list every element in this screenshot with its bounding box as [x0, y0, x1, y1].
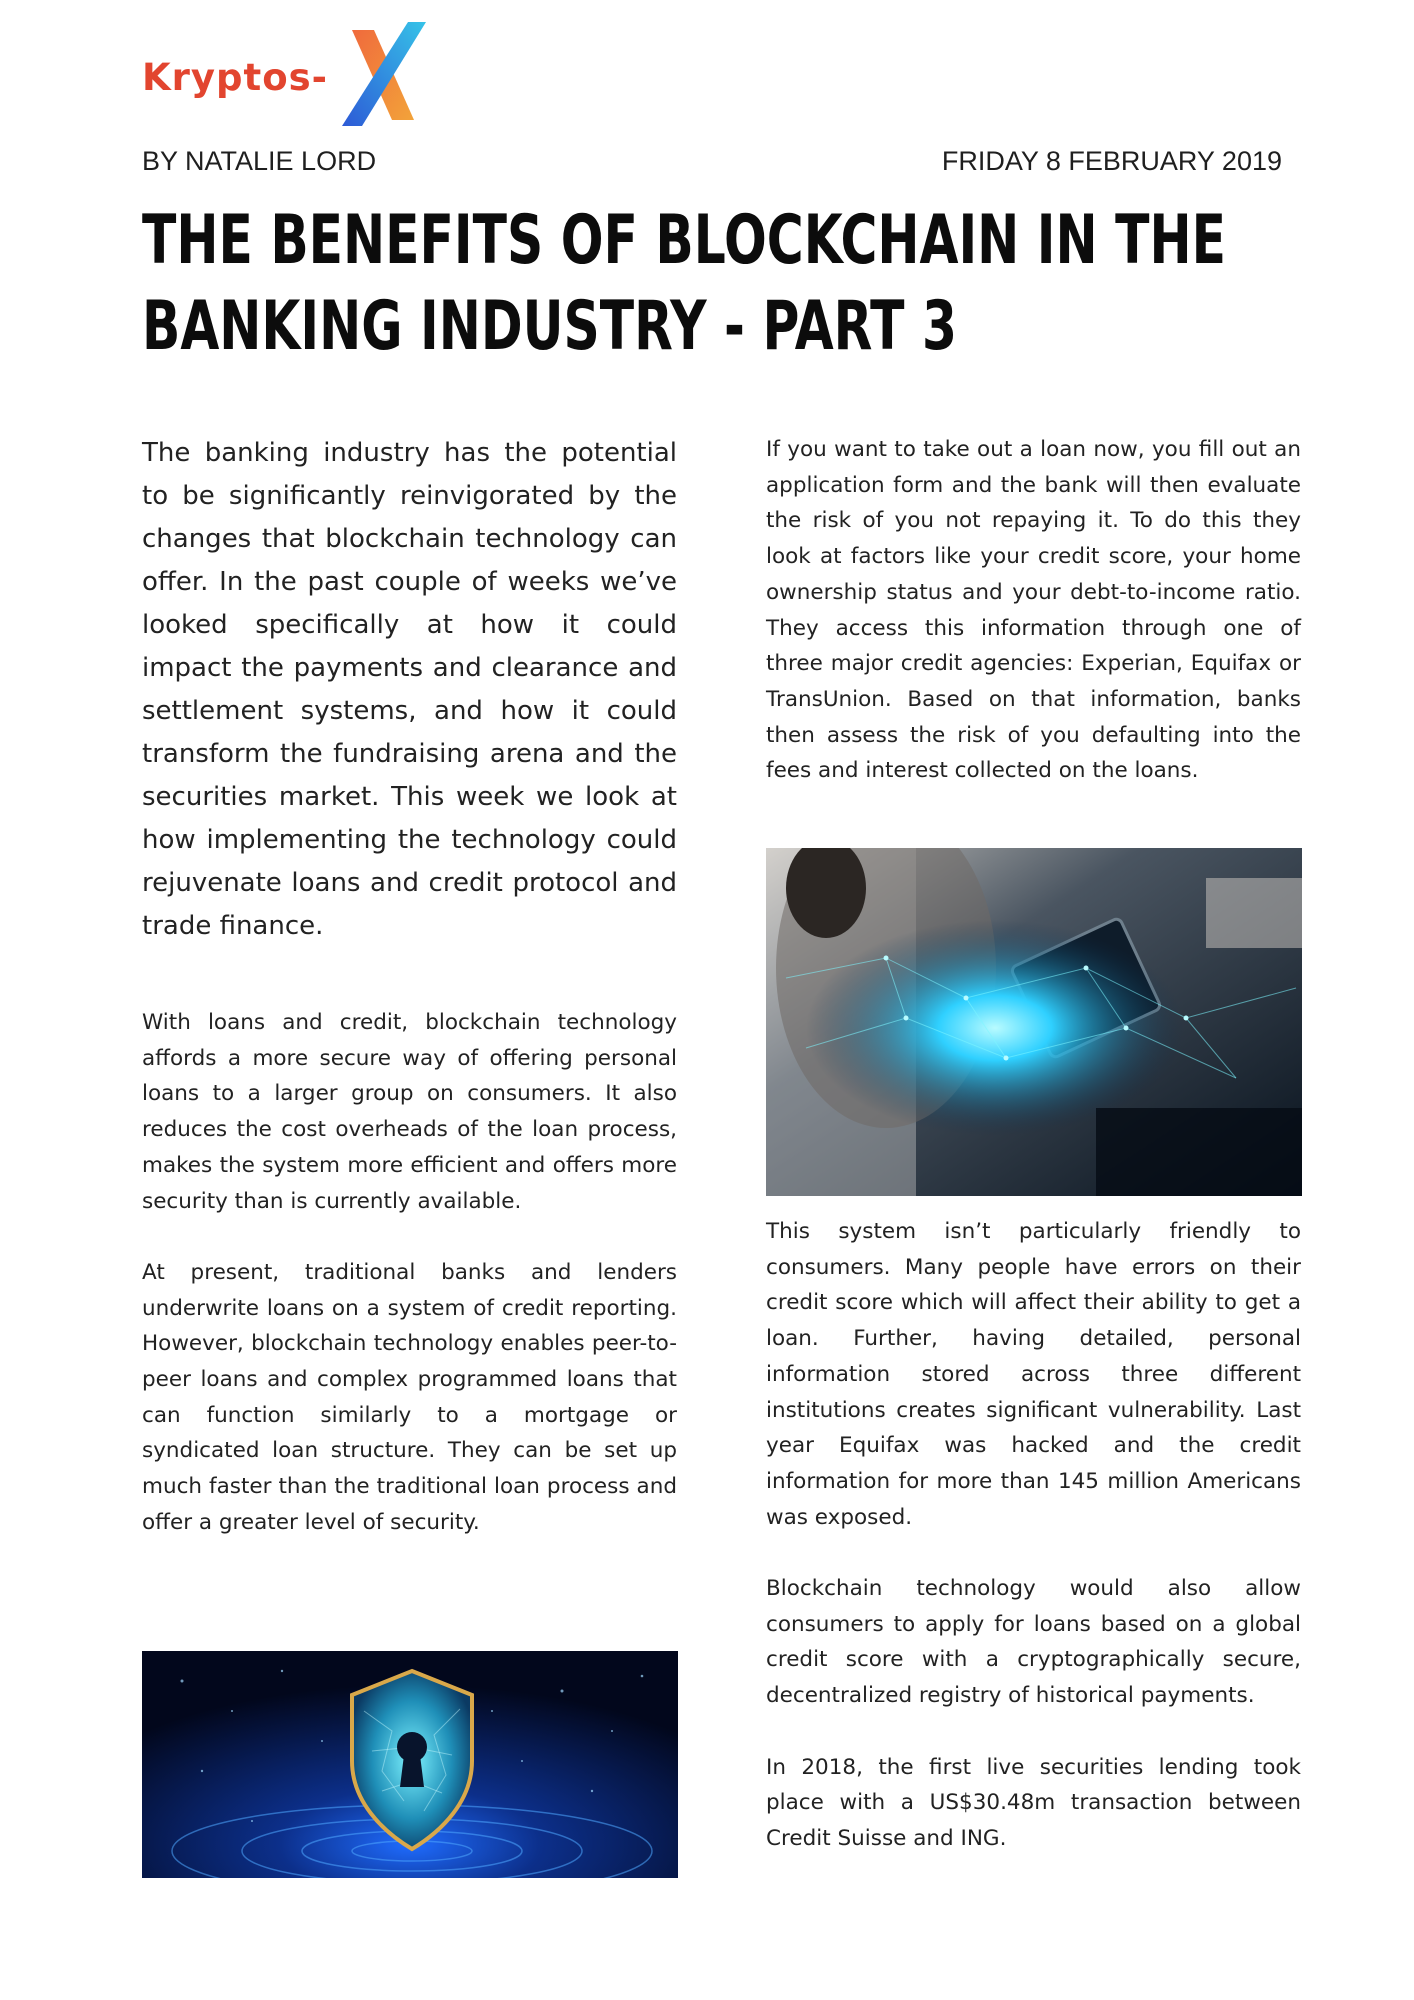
publish-date: FRIDAY 8 FEBRUARY 2019: [941, 146, 1282, 176]
headline-line-1: THE BENEFITS OF BLOCKCHAIN IN THE: [142, 201, 1226, 280]
article-headline: [142, 198, 1226, 370]
shield-keyhole-illustration: [142, 1651, 678, 1878]
global-credit-score-paragraph: Blockchain technology would also allow consumers to apply for loans based on a global credit score with a cryptographically secure, decentralized registry of historical payments.: [766, 1576, 1301, 1709]
traditional-lending-paragraph: At present, traditional banks and lenders underwrite loans on a system of credit reporting. However, blockchain technology enables peer-to-peer loans and complex programmed loans that can function similarly to a mortgage or syndicated loan structure. They can be set up much faster than the traditional loan process and offer a greater level of security.: [142, 1259, 677, 1535]
lead-paragraph: The banking industry has the potential to be significantly reinvigorated by the changes that blockchain technology can offer. In the past couple of weeks we’ve looked specifically at how it could impact the payments and clearance and settlement systems, and how it could transform the fundraising arena and the securities market. This week we look at how implementing the technology could rejuvenate loans and credit protocol and trade finance.: [142, 438, 677, 941]
kryptos-x-logo: [142, 22, 422, 128]
author-byline: BY NATALIE LORD: [142, 146, 377, 176]
paragraph-spacer: [766, 1714, 1301, 1750]
paragraph-spacer: [142, 1219, 677, 1255]
securities-lending-paragraph: In 2018, the first live securities lending took place with a US$30.48m transaction between Credit Suisse and ING.: [766, 1754, 1301, 1851]
tablet-illustration: [766, 848, 1302, 1196]
loan-application-paragraph: If you want to take out a loan now, you fill out an application form and the bank will then evaluate the risk of you not repaying it. To do this they look at factors like your credit score, your home ownership status and your debt-to-income ratio. They access this information through one of three major credit agencies: Experian, Equifax or TransUnion. Based on that information, banks then assess the risk of you defaulting into the fees and interest collected on the loans.: [766, 437, 1301, 784]
left-body-column: [142, 1005, 677, 1541]
paragraph-spacer: [766, 1535, 1301, 1571]
person-with-tablet-photo: [766, 848, 1302, 1196]
shield-keyhole-photo: [142, 1651, 678, 1878]
logo-wordmark: Kryptos-: [142, 56, 329, 99]
right-body-column-top: [766, 432, 1301, 789]
right-body-column-bottom: [766, 1214, 1301, 1857]
loans-credit-paragraph: With loans and credit, blockchain technology affords a more secure way of offering personal loans to a larger group on consumers. It also reduces the cost overheads of the loan process, makes the system more efficient and offers more security than is currently available.: [142, 1010, 677, 1214]
logo-x-icon: [322, 22, 426, 128]
consumer-friendliness-paragraph: This system isn’t particularly friendly to consumers. Many people have errors on their credit score which will affect their ability to get a loan. Further, having detailed, personal information stored across three different institutions creates significant vulnerability. Last year Equifax was hacked and the credit information for more than 145 million Americans was exposed.: [766, 1219, 1301, 1530]
headline-line-2: BANKING INDUSTRY - PART 3: [142, 287, 958, 366]
lead-paragraph-block: [142, 432, 677, 948]
